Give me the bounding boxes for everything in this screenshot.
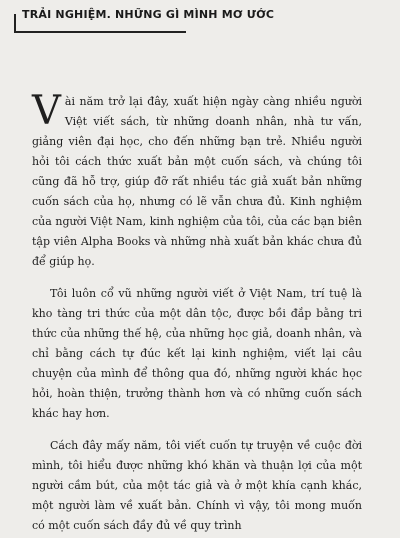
paragraph-2-text: Tôi luôn cổ vũ những người viết ở Việt Nam, trí tuệ là kho tàng tri thức của một dân tộc, được bồi đắp bằng tri thức của những thế hệ, của những học giả, doanh nhân, và chỉ bằng cách tự đúc kết lại kinh nghiệm, viết lại câu chuyện của mình để thông qua đó, những người khác học hỏi, hoàn thiện, trưởng thành hơn và có những cuốn sách khác hay hơn. — [32, 287, 362, 420]
paragraph-2 — [32, 284, 362, 424]
body-text — [32, 88, 362, 538]
paragraph-1 — [32, 88, 362, 272]
drop-cap: V — [32, 88, 61, 134]
running-header-title: TRẢI NGHIỆM. NHỮNG GÌ MÌNH MƠ ƯỚC — [22, 8, 278, 21]
header-rule-bottom — [14, 31, 186, 33]
paragraph-1-text: ài năm trở lại đây, xuất hiện ngày càng nhiều người Việt viết sách, từ những doanh nhân, nhà tư vấn, giảng viên đại học, cho đến những bạn trẻ. Nhiều người hỏi tôi cách thức xuất bản một cuốn sách, và chúng tôi cũng đã hỗ trợ, giúp đỡ rất nhiều tác giả xuất bản những cuốn sách của họ, nhưng có lẽ vẫn chưa đủ. Kinh nghiệm của người Việt Nam, kinh nghiệm của tôi, của các bạn biên tập viên Alpha Books và những nhà xuất bản khác chưa đủ để giúp họ. — [32, 95, 362, 268]
page-header — [0, 0, 400, 52]
paragraph-3 — [32, 436, 362, 536]
header-rule-left — [14, 14, 16, 32]
paragraph-3-text: Cách đây mấy năm, tôi viết cuốn tự truyện về cuộc đời mình, tôi hiểu được những khó khăn và thuận lợi của một người cầm bút, của một tác giả và ở một khía cạnh khác, một người làm về xuất bản. Chính vì vậy, tôi mong muốn có một cuốn sách đầy đủ về quy trình — [32, 439, 362, 532]
